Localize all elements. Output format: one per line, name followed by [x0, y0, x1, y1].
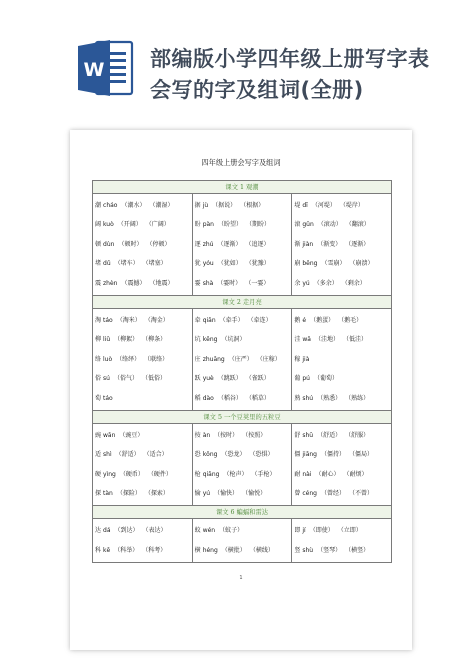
- character-entry: [195, 484, 292, 503]
- word-1: （鹅蛋）: [310, 316, 335, 324]
- word-2: （地震）: [149, 279, 174, 287]
- character: 枪: [194, 470, 201, 478]
- pinyin: shà: [202, 279, 214, 287]
- character: 横: [194, 546, 201, 554]
- word-2: （庄稼）: [256, 355, 281, 363]
- character-entry: [95, 484, 192, 503]
- word-1: （舒适）: [115, 451, 140, 459]
- word-column: [292, 519, 391, 562]
- pinyin: shū: [302, 431, 314, 439]
- character-entry: [294, 445, 391, 464]
- pinyin: céng: [302, 490, 317, 498]
- character: 柳: [95, 336, 102, 344]
- character-entry: [195, 465, 292, 484]
- pinyin: yú: [302, 279, 310, 287]
- page-number: 1: [239, 575, 243, 581]
- word-1: （霎时）: [217, 279, 242, 287]
- character-entry: [195, 369, 292, 388]
- word-1: （横批）: [221, 546, 246, 554]
- character-entry: [294, 311, 391, 330]
- pinyin: kuò: [103, 221, 114, 229]
- word-column: [193, 424, 293, 506]
- word-column: [93, 424, 193, 506]
- character-entry: [294, 330, 391, 349]
- word-1: （堵车）: [114, 260, 139, 268]
- pinyin: bēng: [302, 260, 318, 268]
- pinyin: héng: [202, 546, 218, 554]
- pinyin: shù: [302, 546, 314, 554]
- word-1: （曾经）: [320, 490, 345, 498]
- pinyin: yóu: [202, 260, 214, 268]
- word-1: （硬币）: [119, 470, 144, 478]
- character: 稻: [194, 394, 201, 402]
- word-1: （淘米）: [116, 316, 141, 324]
- word-1: （盼望）: [217, 221, 242, 229]
- word-2: （硬件）: [147, 470, 172, 478]
- character: 适: [95, 451, 102, 459]
- character: 淘: [95, 316, 102, 324]
- character-entry: [95, 465, 192, 484]
- character: 潮: [95, 202, 102, 209]
- character-entry: [95, 521, 192, 540]
- word-1: （坑洞）: [221, 336, 246, 344]
- word-2: （犹豫）: [245, 260, 270, 268]
- character: 豌: [95, 431, 102, 439]
- word-2: （按照）: [242, 431, 267, 439]
- pinyin: liǔ: [103, 336, 111, 344]
- word-column: [93, 309, 193, 410]
- word-2: （熟练）: [345, 394, 370, 402]
- character: 洼: [294, 336, 301, 344]
- pinyin: dá: [103, 527, 111, 535]
- word-2: （期盼）: [246, 221, 271, 229]
- pinyin: kē: [103, 546, 111, 554]
- word-1: （开阔）: [117, 221, 142, 229]
- character-entry: [294, 484, 391, 503]
- word-1: （愉快）: [214, 490, 239, 498]
- character: 竖: [294, 546, 301, 554]
- pinyin: luò: [103, 355, 113, 363]
- character-entry: [294, 235, 391, 254]
- character: 耐: [294, 470, 301, 478]
- character-entry: [294, 465, 391, 484]
- pinyin: yú: [202, 490, 211, 498]
- word-1: （络绎）: [116, 355, 141, 363]
- pinyin: pàn: [202, 221, 214, 229]
- character-entry: [294, 274, 391, 293]
- word-2: （适合）: [143, 451, 168, 459]
- pinyin: shú: [302, 394, 314, 402]
- character: 牵: [194, 316, 201, 324]
- word-1: （葡萄）: [313, 375, 338, 383]
- character-entry: [95, 350, 192, 369]
- word-1: （河堤）: [311, 202, 336, 209]
- pinyin: nài: [302, 470, 312, 478]
- pinyin: pú: [302, 375, 310, 383]
- word-1: （滚动）: [317, 221, 342, 229]
- character: 渐: [294, 240, 301, 248]
- word-1: （顿时）: [118, 240, 143, 248]
- word-2: （联络）: [144, 355, 169, 363]
- word-2: （鹅毛）: [338, 316, 363, 324]
- word-2: （探索）: [144, 490, 169, 498]
- word-2: （淘金）: [144, 316, 169, 324]
- pinyin: dī: [302, 202, 308, 209]
- pinyin: jù: [202, 202, 209, 209]
- word-2: （横竖）: [345, 546, 370, 554]
- pinyin: zhuāng: [202, 355, 225, 363]
- character: 跃: [194, 375, 201, 383]
- word-2: （科考）: [142, 546, 167, 554]
- pinyin: jí: [302, 527, 306, 535]
- word-1: （洼地）: [314, 336, 339, 344]
- character-entry: [195, 521, 292, 540]
- word-1: （柳絮）: [114, 336, 139, 344]
- word-2: （一霎）: [245, 279, 270, 287]
- word-2: （表达）: [142, 527, 167, 535]
- word-1: （多余）: [313, 279, 338, 287]
- word-icon: [76, 36, 134, 100]
- word-2: （柳条）: [142, 336, 167, 344]
- pinyin: gǔn: [302, 221, 314, 229]
- word-column: [193, 519, 293, 562]
- word-2: （横线）: [249, 546, 274, 554]
- word-1: （跳跃）: [217, 375, 242, 383]
- character: 坑: [194, 336, 201, 344]
- character-entry: [195, 311, 292, 330]
- word-2: （低俗）: [141, 375, 166, 383]
- page-title-line-1: 部编版小学四年级上册写字表: [150, 47, 430, 71]
- word-1: （枪声）: [223, 470, 248, 478]
- pinyin: táo: [103, 394, 113, 402]
- character-entry: [294, 215, 391, 234]
- pinyin: tàn: [103, 490, 113, 498]
- pinyin: kēng: [202, 336, 218, 344]
- word-1: （牵手）: [219, 316, 244, 324]
- character: 蚊: [194, 527, 201, 535]
- pinyin: zhèn: [103, 279, 118, 287]
- character-entry: [95, 445, 192, 464]
- character: 庄: [194, 355, 201, 363]
- word-column: [292, 194, 391, 295]
- pinyin: wān: [103, 431, 116, 439]
- pinyin: é: [302, 316, 307, 324]
- pinyin: sú: [103, 375, 110, 383]
- character-entry: [95, 541, 192, 560]
- pinyin: dùn: [103, 240, 115, 248]
- word-2: （舒服）: [345, 431, 370, 439]
- word-2: （稻草）: [245, 394, 270, 402]
- character-entry: [294, 369, 391, 388]
- character-entry: [195, 389, 292, 408]
- character-entry: [294, 521, 391, 540]
- word-2: （堤岸）: [339, 202, 364, 209]
- character: 硬: [95, 470, 102, 478]
- lesson-block: [93, 519, 391, 562]
- word-2: （潮湿）: [149, 202, 174, 209]
- word-1: （竖琴）: [317, 546, 342, 554]
- word-2: （立即）: [337, 527, 362, 535]
- word-column: [193, 309, 293, 410]
- character: 愉: [194, 490, 201, 498]
- character-entry: [195, 541, 292, 560]
- character: 鹅: [294, 316, 301, 324]
- word-column: [292, 309, 391, 410]
- character: 崩: [294, 260, 301, 268]
- character-entry: [95, 274, 192, 293]
- word-2: （耐烦）: [343, 470, 368, 478]
- pinyin: àn: [202, 431, 211, 439]
- character: 逐: [194, 240, 201, 248]
- character-entry: [95, 254, 192, 273]
- character-entry: [195, 196, 292, 215]
- word-column: [292, 424, 391, 506]
- word-1: （舒适）: [317, 431, 342, 439]
- character-entry: [95, 235, 192, 254]
- lesson-header: 课文 1 观潮: [93, 181, 391, 194]
- pinyin: jià: [302, 355, 310, 363]
- lesson-block: [93, 309, 391, 411]
- character-entry: [195, 215, 292, 234]
- word-column: [193, 194, 293, 295]
- character: 犹: [194, 260, 201, 268]
- character-entry: [195, 426, 292, 445]
- word-1: （犹如）: [217, 260, 242, 268]
- document-title: 四年级上册会写字及组词: [201, 158, 281, 167]
- word-2: （逐渐）: [345, 240, 370, 248]
- character: 达: [95, 527, 102, 535]
- character: 探: [95, 490, 102, 498]
- word-1: （逐渐）: [217, 240, 242, 248]
- character: 即: [294, 527, 301, 535]
- word-column: [93, 519, 193, 562]
- character: 僵: [294, 451, 301, 459]
- character: 盼: [194, 221, 201, 229]
- document-page: [70, 130, 412, 650]
- word-1: （豌豆）: [119, 431, 144, 439]
- pinyin: táo: [103, 316, 113, 324]
- word-2: （僵局）: [349, 451, 374, 459]
- character-entry: [294, 541, 391, 560]
- character-entry: [294, 254, 391, 273]
- word-2: （堵塞）: [142, 260, 167, 268]
- word-2: （停顿）: [146, 240, 171, 248]
- word-1: （到达）: [114, 527, 139, 535]
- word-1: （据说）: [212, 202, 237, 209]
- pinyin: qiāng: [202, 470, 220, 478]
- character-entry: [294, 350, 391, 369]
- character: 稼: [294, 355, 301, 363]
- word-2: （愉悦）: [242, 490, 267, 498]
- word-2: （根据）: [240, 202, 265, 209]
- character: 按: [194, 431, 201, 439]
- lesson-header: 课文 6 蝙蝠和雷达: [93, 506, 391, 519]
- word-1: （渐变）: [317, 240, 342, 248]
- character-entry: [95, 369, 192, 388]
- word-1: （探险）: [116, 490, 141, 498]
- word-column: [93, 194, 193, 295]
- character-entry: [195, 235, 292, 254]
- word-2: （不曾）: [348, 490, 373, 498]
- word-2: （牵连）: [247, 316, 272, 324]
- word-2: （雀跃）: [245, 375, 270, 383]
- character-entry: [95, 330, 192, 349]
- character-entry: [95, 215, 192, 234]
- character: 滚: [294, 221, 301, 229]
- character: 堤: [294, 202, 301, 209]
- pinyin: jiāng: [302, 451, 317, 459]
- word-2: （追逐）: [245, 240, 270, 248]
- character: 曾: [294, 490, 301, 498]
- word-2: （剩余）: [341, 279, 366, 287]
- character-entry: [95, 311, 192, 330]
- character-entry: [195, 330, 292, 349]
- word-1: （震撼）: [121, 279, 146, 287]
- character: 阔: [95, 221, 102, 229]
- character: 络: [95, 355, 102, 363]
- lesson-block: [93, 194, 391, 296]
- word-2: （低洼）: [342, 336, 367, 344]
- lesson-block: [93, 424, 391, 507]
- pinyin: yuè: [202, 375, 214, 383]
- lesson-header: 课文 5 一个豆荚里的五粒豆: [93, 411, 391, 424]
- character-entry: [294, 196, 391, 215]
- character: 熟: [294, 394, 301, 402]
- character-table: [92, 180, 392, 563]
- pinyin: qiān: [202, 316, 216, 324]
- pinyin: dǔ: [103, 260, 111, 268]
- word-1: （蚊子）: [219, 527, 244, 535]
- pinyin: jiàn: [302, 240, 314, 248]
- word-1: （庄严）: [228, 355, 253, 363]
- character: 顿: [95, 240, 102, 248]
- pinyin: shì: [103, 451, 112, 459]
- character: 震: [95, 279, 102, 287]
- character: 堵: [95, 260, 102, 268]
- word-1: （耐心）: [315, 470, 340, 478]
- pinyin: kǒng: [202, 451, 218, 459]
- word-1: （俗气）: [113, 375, 138, 383]
- pinyin: dào: [202, 394, 214, 402]
- character: 舒: [294, 431, 301, 439]
- pinyin: yìng: [103, 470, 116, 478]
- word-1: （科举）: [114, 546, 139, 554]
- character: 俗: [95, 375, 102, 383]
- word-1: （雪崩）: [321, 260, 346, 268]
- character-entry: [95, 196, 192, 215]
- word-2: （翻滚）: [345, 221, 370, 229]
- word-1: （僵持）: [320, 451, 345, 459]
- character-entry: [95, 389, 192, 408]
- word-2: （手枪）: [251, 470, 276, 478]
- word-1: （即使）: [309, 527, 334, 535]
- word-1: （稻谷）: [217, 394, 242, 402]
- character-entry: [195, 445, 292, 464]
- word-1: （潮水）: [121, 202, 146, 209]
- word-1: （按时）: [214, 431, 239, 439]
- page-title-line-2: 会写的字及组词(全册): [150, 78, 364, 102]
- word-2: （广阔）: [145, 221, 170, 229]
- word-2: （恐惧）: [249, 451, 274, 459]
- character-entry: [294, 426, 391, 445]
- lesson-header: 课文 2 走月亮: [93, 296, 391, 309]
- svg-text:W: W: [83, 59, 105, 81]
- character-entry: [195, 254, 292, 273]
- word-1: （恐龙）: [221, 451, 246, 459]
- character-entry: [195, 350, 292, 369]
- pinyin: wā: [302, 336, 311, 344]
- character-entry: [294, 389, 391, 408]
- page-header: [0, 0, 474, 120]
- character: 恐: [194, 451, 201, 459]
- character: 科: [95, 546, 102, 554]
- character: 萄: [95, 394, 102, 402]
- character-entry: [195, 274, 292, 293]
- word-2: （崩溃）: [349, 260, 374, 268]
- character-entry: [95, 426, 192, 445]
- pinyin: cháo: [103, 202, 118, 209]
- pinyin: zhú: [202, 240, 214, 248]
- character: 葡: [294, 375, 301, 383]
- character: 余: [294, 279, 301, 287]
- character: 霎: [194, 279, 201, 287]
- pinyin: wén: [202, 527, 216, 535]
- word-1: （熟悉）: [317, 394, 342, 402]
- character: 据: [194, 202, 201, 209]
